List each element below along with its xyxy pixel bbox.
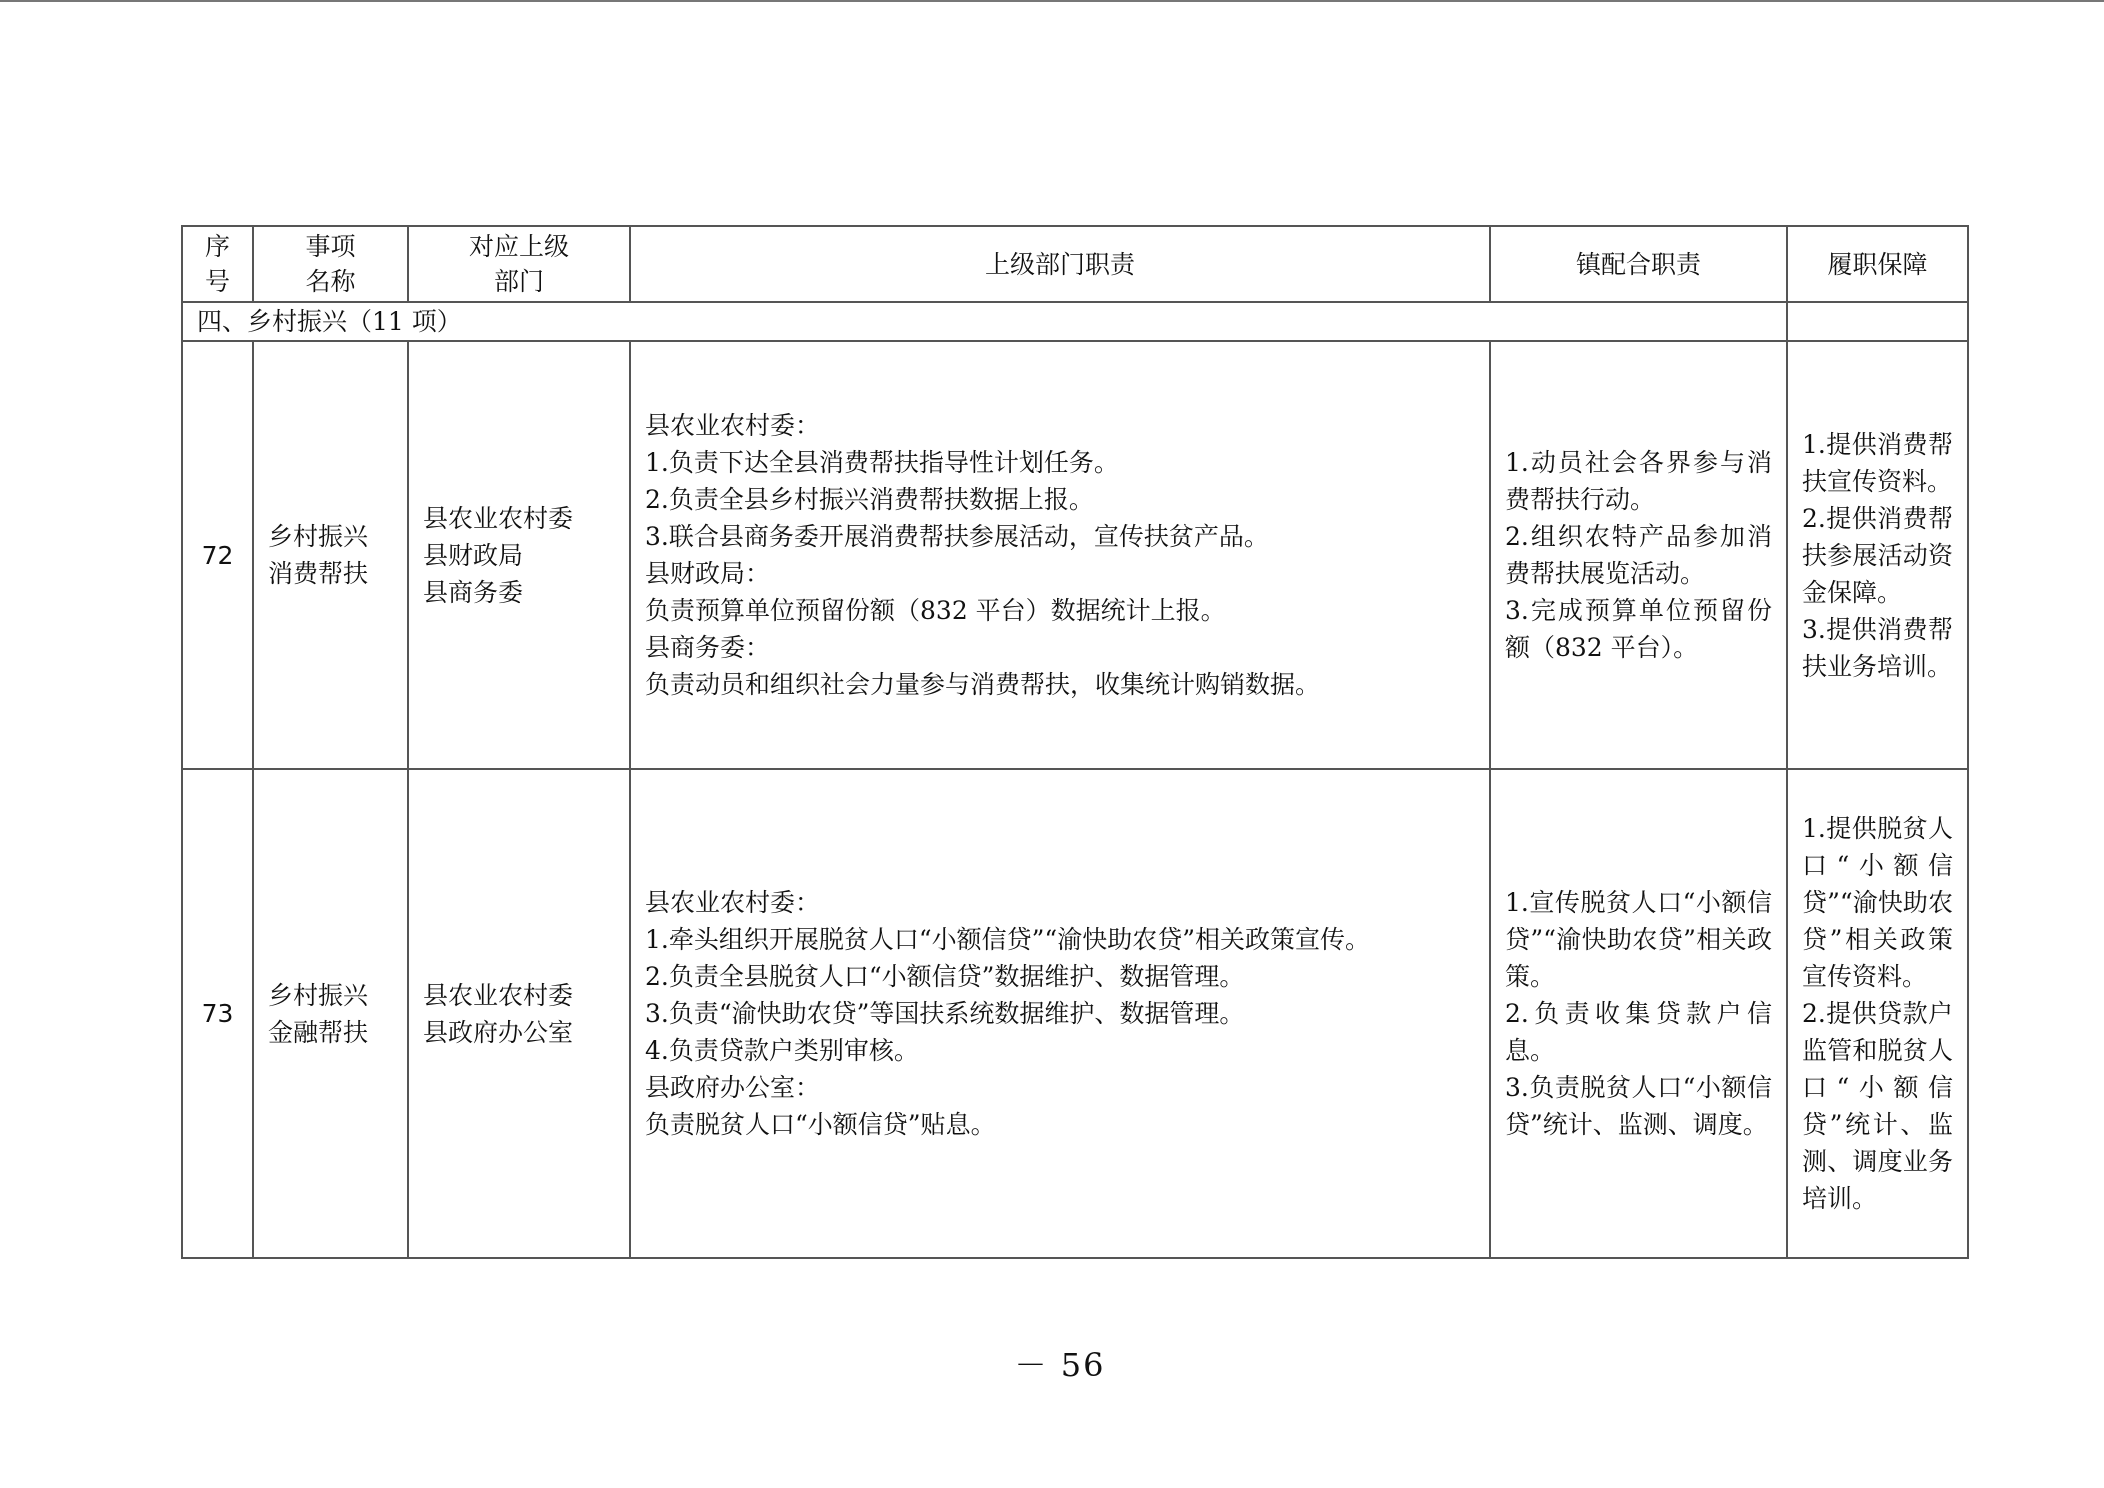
duty-line: 县政府办公室： bbox=[645, 1073, 821, 1102]
row-seq: 73 bbox=[182, 769, 253, 1258]
guarantee-line: 3.提供消费帮扶业务培训。 bbox=[1802, 614, 1953, 681]
duty-line: 县财政局： bbox=[645, 559, 771, 588]
row-item-name bbox=[253, 769, 408, 1258]
duty-line: 4.负责贷款户类别审核。 bbox=[645, 1036, 919, 1065]
section-title: 四、乡村振兴（11 项） bbox=[182, 302, 1787, 341]
guarantee-line: 2.提供贷款户监管和脱贫人口“小额信贷”统计、监测、调度业务培训。 bbox=[1802, 999, 1953, 1213]
item-line: 消费帮扶 bbox=[268, 559, 369, 588]
dept-line: 县商务委 bbox=[423, 577, 524, 607]
dept-line: 县政府办公室 bbox=[423, 1017, 574, 1047]
row-upper-duty bbox=[630, 769, 1490, 1258]
town-line: 1.宣传脱贫人口“小额信贷”“渝快助农贷”相关政策。 bbox=[1505, 888, 1772, 991]
duty-line: 1.牵头组织开展脱贫人口“小额信贷”“渝快助农贷”相关政策宣传。 bbox=[645, 925, 1370, 954]
town-line: 1.动员社会各界参与消费帮扶行动。 bbox=[1505, 448, 1772, 514]
row-guarantee bbox=[1787, 341, 1968, 769]
duty-line: 县农业农村委： bbox=[645, 411, 821, 440]
header-upper-duty: 上级部门职责 bbox=[630, 226, 1490, 302]
duty-line: 负责脱贫人口“小额信贷”贴息。 bbox=[645, 1110, 996, 1139]
header-item-line1: 事项 bbox=[305, 232, 356, 261]
town-line: 2.负责收集贷款户信息。 bbox=[1505, 999, 1772, 1065]
header-item-name bbox=[253, 226, 408, 302]
dept-line: 县财政局 bbox=[423, 540, 524, 570]
item-line: 乡村振兴 bbox=[268, 522, 369, 551]
town-line: 3.完成预算单位预留份额（832 平台）。 bbox=[1505, 596, 1772, 662]
header-dept-line1: 对应上级 bbox=[468, 232, 569, 261]
duty-line: 县农业农村委： bbox=[645, 888, 821, 917]
duty-table bbox=[181, 225, 1969, 1259]
guarantee-line: 2.提供消费帮扶参展活动资金保障。 bbox=[1802, 503, 1953, 607]
row-guarantee bbox=[1787, 769, 1968, 1258]
duty-line: 1.负责下达全县消费帮扶指导性计划任务。 bbox=[645, 448, 1119, 477]
section-row bbox=[182, 302, 1968, 341]
table-row bbox=[182, 769, 1968, 1258]
header-upper-dept bbox=[408, 226, 630, 302]
duty-line: 2.负责全县脱贫人口“小额信贷”数据维护、数据管理。 bbox=[645, 962, 1245, 991]
town-line: 2.组织农特产品参加消费帮扶展览活动。 bbox=[1505, 522, 1772, 588]
duty-line: 3.联合县商务委开展消费帮扶参展活动，宣传扶贫产品。 bbox=[645, 522, 1269, 551]
page-number: － 56 bbox=[1014, 1346, 1106, 1384]
duty-line: 3.负责“渝快助农贷”等国扶系统数据维护、数据管理。 bbox=[645, 999, 1245, 1028]
header-seq-line1: 序 bbox=[204, 232, 230, 261]
item-line: 乡村振兴 bbox=[268, 980, 369, 1010]
table-header-row bbox=[182, 226, 1968, 302]
guarantee-line: 1.提供脱贫人口“小额信贷”“渝快助农贷”相关政策宣传资料。 bbox=[1802, 814, 1953, 991]
header-town-duty: 镇配合职责 bbox=[1490, 226, 1787, 302]
header-seq bbox=[182, 226, 253, 302]
row-item-name bbox=[253, 341, 408, 769]
header-item-line2: 名称 bbox=[305, 267, 356, 296]
town-line: 3.负责脱贫人口“小额信贷”统计、监测、调度。 bbox=[1505, 1073, 1772, 1139]
page-top-border bbox=[0, 0, 2104, 2]
dept-line: 县农业农村委 bbox=[423, 503, 574, 533]
row-upper-dept bbox=[408, 769, 630, 1258]
row-seq: 72 bbox=[182, 341, 253, 769]
header-seq-line2: 号 bbox=[204, 267, 230, 296]
row-town-duty bbox=[1490, 769, 1787, 1258]
header-dept-line2: 部门 bbox=[493, 267, 544, 296]
section-empty-cell bbox=[1787, 302, 1968, 341]
table-row bbox=[182, 341, 1968, 769]
dept-line: 县农业农村委 bbox=[423, 980, 574, 1010]
duty-line: 负责动员和组织社会力量参与消费帮扶，收集统计购销数据。 bbox=[645, 670, 1321, 699]
duty-line: 负责预算单位预留份额（832 平台）数据统计上报。 bbox=[645, 596, 1226, 625]
row-upper-duty bbox=[630, 341, 1490, 769]
row-town-duty bbox=[1490, 341, 1787, 769]
duty-line: 2.负责全县乡村振兴消费帮扶数据上报。 bbox=[645, 485, 1094, 514]
header-guarantee: 履职保障 bbox=[1787, 226, 1968, 302]
duty-line: 县商务委： bbox=[645, 633, 771, 662]
guarantee-line: 1.提供消费帮扶宣传资料。 bbox=[1802, 429, 1953, 496]
item-line: 金融帮扶 bbox=[268, 1017, 369, 1047]
row-upper-dept bbox=[408, 341, 630, 769]
